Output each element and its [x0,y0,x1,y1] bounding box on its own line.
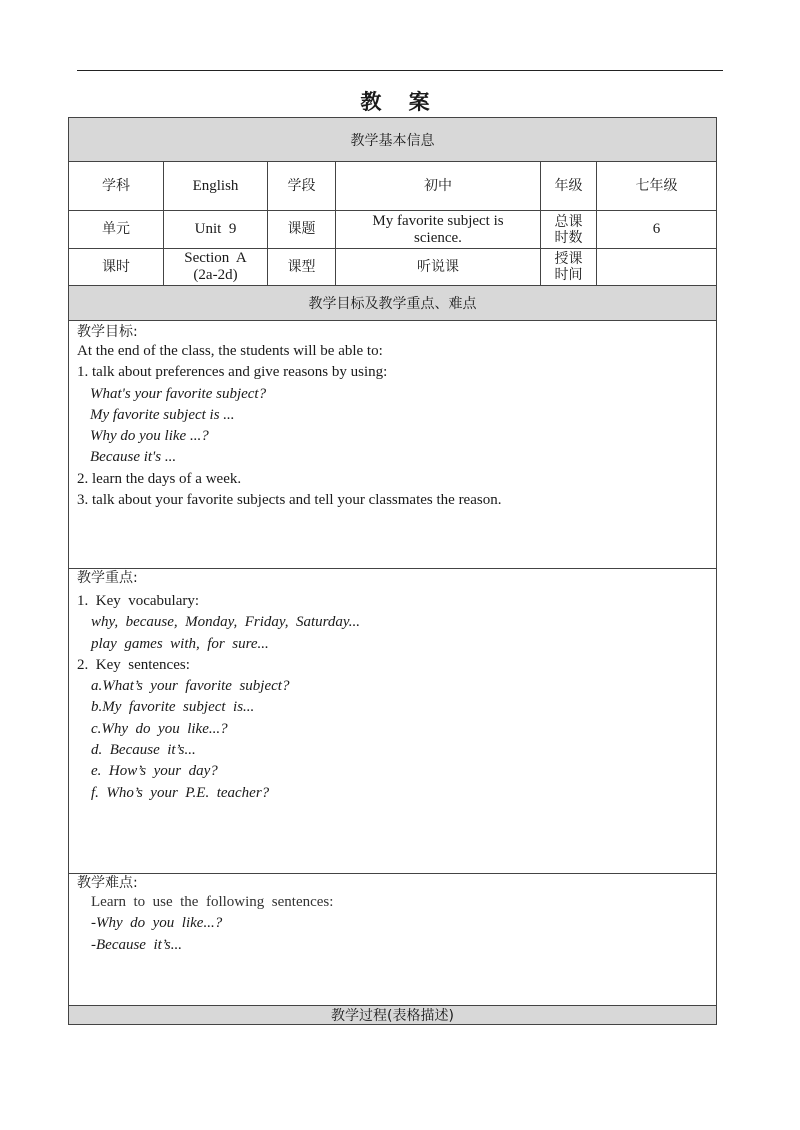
sentence-item: a.What’s your favorite subject? [91,678,290,695]
objectives-section [69,321,716,569]
period-value-line1: Section A [184,250,247,266]
objectives-example: What's your favorite subject? [90,385,267,402]
objectives-header: 教学目标及教学重点、难点 [69,286,716,321]
topic-label: 课题 [268,211,336,249]
unit-value: Unit 9 [164,211,268,249]
stage-label: 学段 [268,162,336,211]
subject-value: English [164,162,268,211]
objectives-example: Why do you like ...? [90,428,209,445]
top-rule [77,70,723,71]
teaching-time-label: 授课时间 [541,249,597,286]
key-points-section [69,569,716,874]
objectives-example: My favorite subject is ... [90,406,235,423]
grade-label: 年级 [541,162,597,211]
unit-label: 单元 [69,211,164,249]
sentence-item: d. Because it’s... [91,742,196,759]
subject-label: 学科 [69,162,164,211]
difficulties-item: -Because it’s... [91,936,182,953]
lesson-plan-table [68,117,717,1025]
difficulties-item: -Why do you like...? [91,915,223,932]
grade-value: 七年级 [597,162,716,211]
type-value: 听说课 [336,249,541,286]
total-periods-label: 总课时数 [541,211,597,249]
topic-value: My favorite subject is science. [336,211,541,249]
objectives-line: At the end of the class, the students will be able to: [77,343,383,359]
vocab-title: 1. Key vocabulary: [77,593,200,609]
period-label: 课时 [69,249,164,286]
vocab-item: play games with, for sure... [91,635,269,652]
period-value [164,249,268,286]
type-label: 课型 [268,249,336,286]
objectives-example: Because it's ... [90,449,177,466]
document-title: 教 案 [360,90,440,114]
stage-value: 初中 [336,162,541,211]
sentence-item: b.My favorite subject is... [91,699,255,716]
difficulties-section [69,874,716,1006]
key-points-heading: 教学重点: [77,570,138,586]
objectives-heading: 教学目标: [77,324,138,340]
sentence-item: e. How’s your day? [91,763,218,780]
difficulties-intro: Learn to use the following sentences: [91,894,334,910]
teaching-time-value [597,249,716,286]
difficulties-heading: 教学难点: [77,875,138,891]
process-header: 教学过程(表格描述) [69,1006,716,1024]
vocab-item: why, because, Monday, Friday, Saturday... [91,614,360,631]
objectives-line: 2. learn the days of a week. [77,470,242,487]
sentence-item: f. Who’s your P.E. teacher? [91,784,270,801]
period-value-line2: (2a-2d) [193,267,238,283]
objectives-line: 3. talk about your favorite subjects and tell your classmates the reason. [77,492,502,509]
sentences-title: 2. Key sentences: [77,656,190,673]
basic-info-header: 教学基本信息 [69,118,716,162]
total-periods-value: 6 [597,211,716,249]
objectives-line: 1. talk about preferences and give reasons by using: [77,364,388,381]
sentence-item: c.Why do you like...? [91,720,228,737]
